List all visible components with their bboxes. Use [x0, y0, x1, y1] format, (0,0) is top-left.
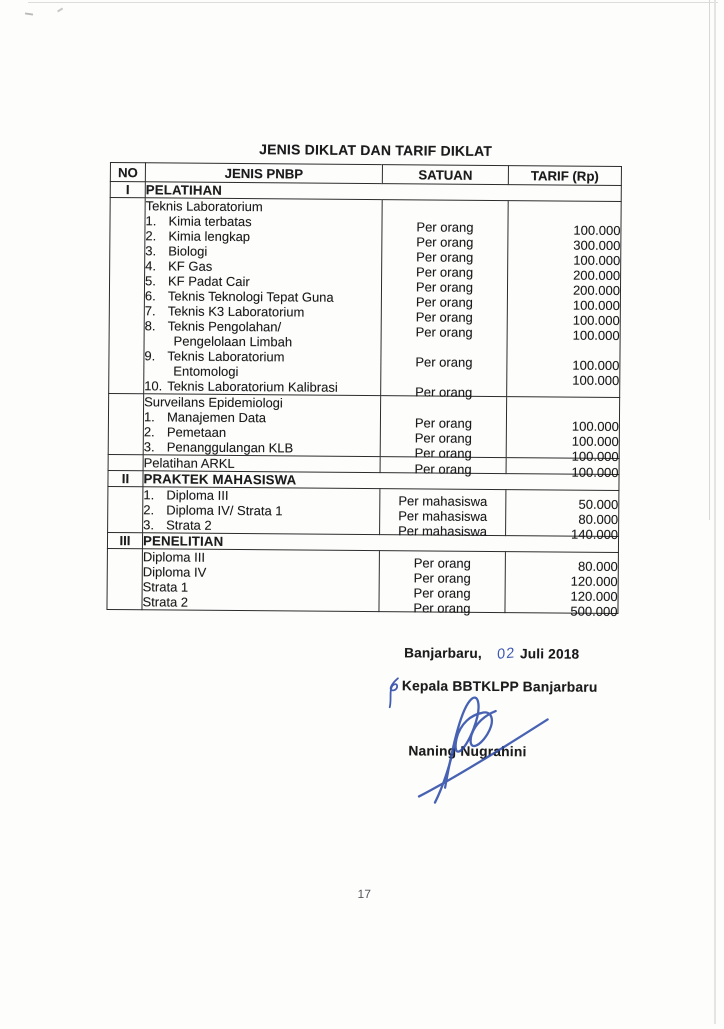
no-spacer-cell — [108, 393, 143, 454]
tarif-line: 100.000 — [572, 372, 620, 389]
satuan-line: Per orang — [416, 234, 474, 250]
tarif-line: 200.000 — [573, 267, 621, 284]
tarif-cell — [505, 552, 618, 619]
satuan-line — [381, 400, 506, 416]
satuan-line: Per orang — [415, 354, 473, 370]
item-number: 3. — [143, 517, 155, 533]
item-number: 2. — [143, 502, 155, 518]
satuan-line: Per orang — [415, 384, 473, 400]
signature-ink — [405, 692, 581, 805]
month-year-label: Juli 2018 — [519, 646, 580, 662]
item-number: 8. — [144, 318, 156, 334]
satuan-cell — [380, 489, 506, 539]
tarif-line: 100.000 — [573, 252, 621, 269]
no-spacer-cell — [108, 454, 143, 470]
tarif-cell — [506, 397, 619, 465]
ink-squiggle-icon — [386, 676, 401, 709]
item-text: Kimia lengkap — [168, 228, 251, 245]
item-text: Pengelolaan Limbah — [173, 333, 293, 350]
item-text: Teknis Laboratorium Kalibrasi — [167, 378, 338, 395]
item-text: Kimia terbatas — [168, 213, 252, 230]
jenis-line — [142, 594, 378, 611]
section-number-cell: I — [110, 182, 145, 198]
tarif-line: 100.000 — [571, 418, 619, 435]
signer-name: Naning Nugrahini — [408, 743, 527, 760]
jenis-line — [144, 439, 380, 456]
satuan-line: Per mahasiswa — [398, 508, 488, 524]
section-title-cell: PELATIHAN — [145, 182, 621, 202]
satuan-cell — [380, 396, 506, 461]
jenis-cell — [144, 198, 383, 396]
tarif-cell — [506, 490, 619, 543]
tarif-line: 80.000 — [578, 511, 619, 528]
satuan-line: Per orang — [415, 324, 473, 340]
satuan-line: Per orang — [413, 600, 471, 616]
jenis-cell — [143, 455, 380, 473]
tarif-line: 120.000 — [570, 588, 618, 604]
item-text: Teknis Pengolahan/ — [167, 318, 282, 335]
satuan-line: Per orang — [416, 249, 474, 265]
item-number: 2. — [145, 228, 157, 244]
jenis-cell — [143, 394, 380, 457]
item-number: 6. — [144, 288, 156, 304]
satuan-cell — [379, 551, 505, 616]
item-number: 1. — [143, 487, 155, 503]
items-block-row — [107, 548, 618, 613]
satuan-line: Per mahasiswa — [398, 523, 488, 539]
column-header-jenis: JENIS PNBP — [145, 163, 382, 184]
satuan-line: Per orang — [414, 430, 472, 446]
item-number: 3. — [145, 243, 157, 259]
items-block-row — [109, 198, 622, 398]
item-text: Strata 2 — [142, 594, 189, 610]
tarif-line — [507, 387, 619, 403]
item-number: 5. — [144, 273, 156, 289]
jenis-cell — [142, 549, 379, 612]
tarif-line: 100.000 — [571, 464, 619, 481]
tarif-line: 100.000 — [572, 327, 620, 344]
satuan-line: Per orang — [415, 309, 473, 325]
satuan-line: Per orang — [416, 219, 474, 235]
item-text: KF Padat Cair — [167, 273, 250, 290]
item-text: Diploma IV/ Strata 1 — [166, 502, 283, 519]
no-spacer-cell — [109, 198, 146, 394]
item-number: 4. — [145, 258, 157, 274]
item-number: 7. — [144, 303, 156, 319]
satuan-line — [383, 204, 508, 220]
page-title: JENIS DIKLAT DAN TARIF DIKLAT — [259, 141, 493, 159]
jenis-line — [144, 455, 380, 472]
item-text: Entomologi — [173, 363, 239, 380]
place-date-line — [404, 645, 579, 662]
tarif-line — [507, 342, 619, 358]
item-number: 2. — [143, 424, 155, 440]
table-body — [107, 182, 621, 619]
item-text: Teknis Laboratorium — [167, 348, 285, 365]
tariff-table — [106, 162, 622, 619]
tarif-line: 140.000 — [571, 526, 619, 543]
jenis-cell — [143, 487, 380, 535]
item-text: Pelatihan ARKL — [143, 455, 235, 471]
satuan-line: Per orang — [414, 415, 473, 431]
item-number: 1. — [145, 213, 157, 229]
item-text: KF Gas — [168, 258, 213, 274]
place-label: Banjarbaru, — [404, 645, 482, 661]
section-title-cell: PRAKTEK MAHASISWA — [143, 471, 619, 491]
no-spacer-cell — [108, 486, 143, 532]
item-number: 1. — [143, 409, 155, 425]
item-text: Biologi — [168, 243, 208, 259]
section-number-cell: II — [108, 470, 143, 486]
page-number: 17 — [357, 886, 371, 902]
tarif-cell — [507, 201, 622, 398]
satuan-line: Per orang — [413, 570, 471, 586]
item-text: Diploma III — [166, 487, 229, 503]
item-text: Surveilans Epidemiologi — [144, 394, 283, 411]
section-number-cell: III — [107, 532, 142, 548]
satuan-line: Per orang — [416, 264, 474, 280]
satuan-line: Per orang — [413, 585, 471, 601]
jenis-line — [144, 378, 380, 395]
tarif-line — [507, 403, 619, 419]
tarif-line: 100.000 — [572, 297, 620, 314]
satuan-line: Per orang — [415, 279, 474, 295]
tarif-line: 200.000 — [572, 282, 621, 299]
tarif-line: 80.000 — [577, 558, 618, 575]
satuan-cell — [381, 200, 509, 400]
item-text: Pemetaan — [166, 424, 227, 440]
items-block-row — [108, 393, 619, 458]
item-number: 3. — [143, 439, 155, 455]
satuan-line: Per mahasiswa — [398, 493, 488, 509]
tarif-line: 120.000 — [570, 573, 618, 590]
tarif-line: 500.000 — [570, 603, 618, 619]
satuan-line: Per orang — [414, 445, 472, 461]
items-block-row — [108, 486, 619, 536]
item-text: Manajemen Data — [166, 409, 267, 426]
item-text: Teknis Laboratorium — [145, 198, 263, 215]
jenis-line — [143, 517, 379, 534]
satuan-line — [381, 369, 506, 385]
item-text: Strata 2 — [166, 517, 212, 533]
tarif-line: 300.000 — [573, 237, 621, 254]
item-text: Diploma III — [142, 549, 206, 565]
item-text: Teknis K3 Laboratorium — [167, 303, 305, 320]
tarif-line: 100.000 — [571, 448, 619, 465]
section-title-cell: PENELITIAN — [142, 533, 618, 553]
tarif-line: 100.000 — [572, 312, 620, 329]
role-label: Kepala BBTKLPP Banjarbaru — [401, 678, 598, 695]
satuan-line: Per orang — [413, 555, 471, 571]
item-text: Strata 1 — [142, 579, 189, 595]
tarif-line: 100.000 — [571, 433, 619, 450]
column-header-no: NO — [110, 163, 145, 182]
item-number: 9. — [144, 348, 156, 364]
satuan-line — [381, 339, 506, 355]
tarif-line: 100.000 — [573, 222, 621, 239]
handwritten-day: 02 — [496, 645, 516, 663]
column-header-tarif: TARIF (Rp) — [508, 166, 621, 186]
item-text: Diploma IV — [142, 564, 207, 580]
item-number: 10. — [144, 378, 163, 394]
column-header-satuan: SATUAN — [382, 165, 508, 185]
tarif-line: 100.000 — [572, 357, 620, 374]
satuan-line: Per orang — [414, 461, 472, 477]
satuan-line: Per orang — [415, 294, 473, 310]
tarif-line: 50.000 — [578, 496, 619, 513]
item-text: Penanggulangan KLB — [166, 439, 294, 456]
no-spacer-cell — [107, 548, 142, 609]
item-text: Teknis Teknologi Tepat Guna — [167, 288, 334, 305]
tarif-line — [509, 207, 621, 223]
